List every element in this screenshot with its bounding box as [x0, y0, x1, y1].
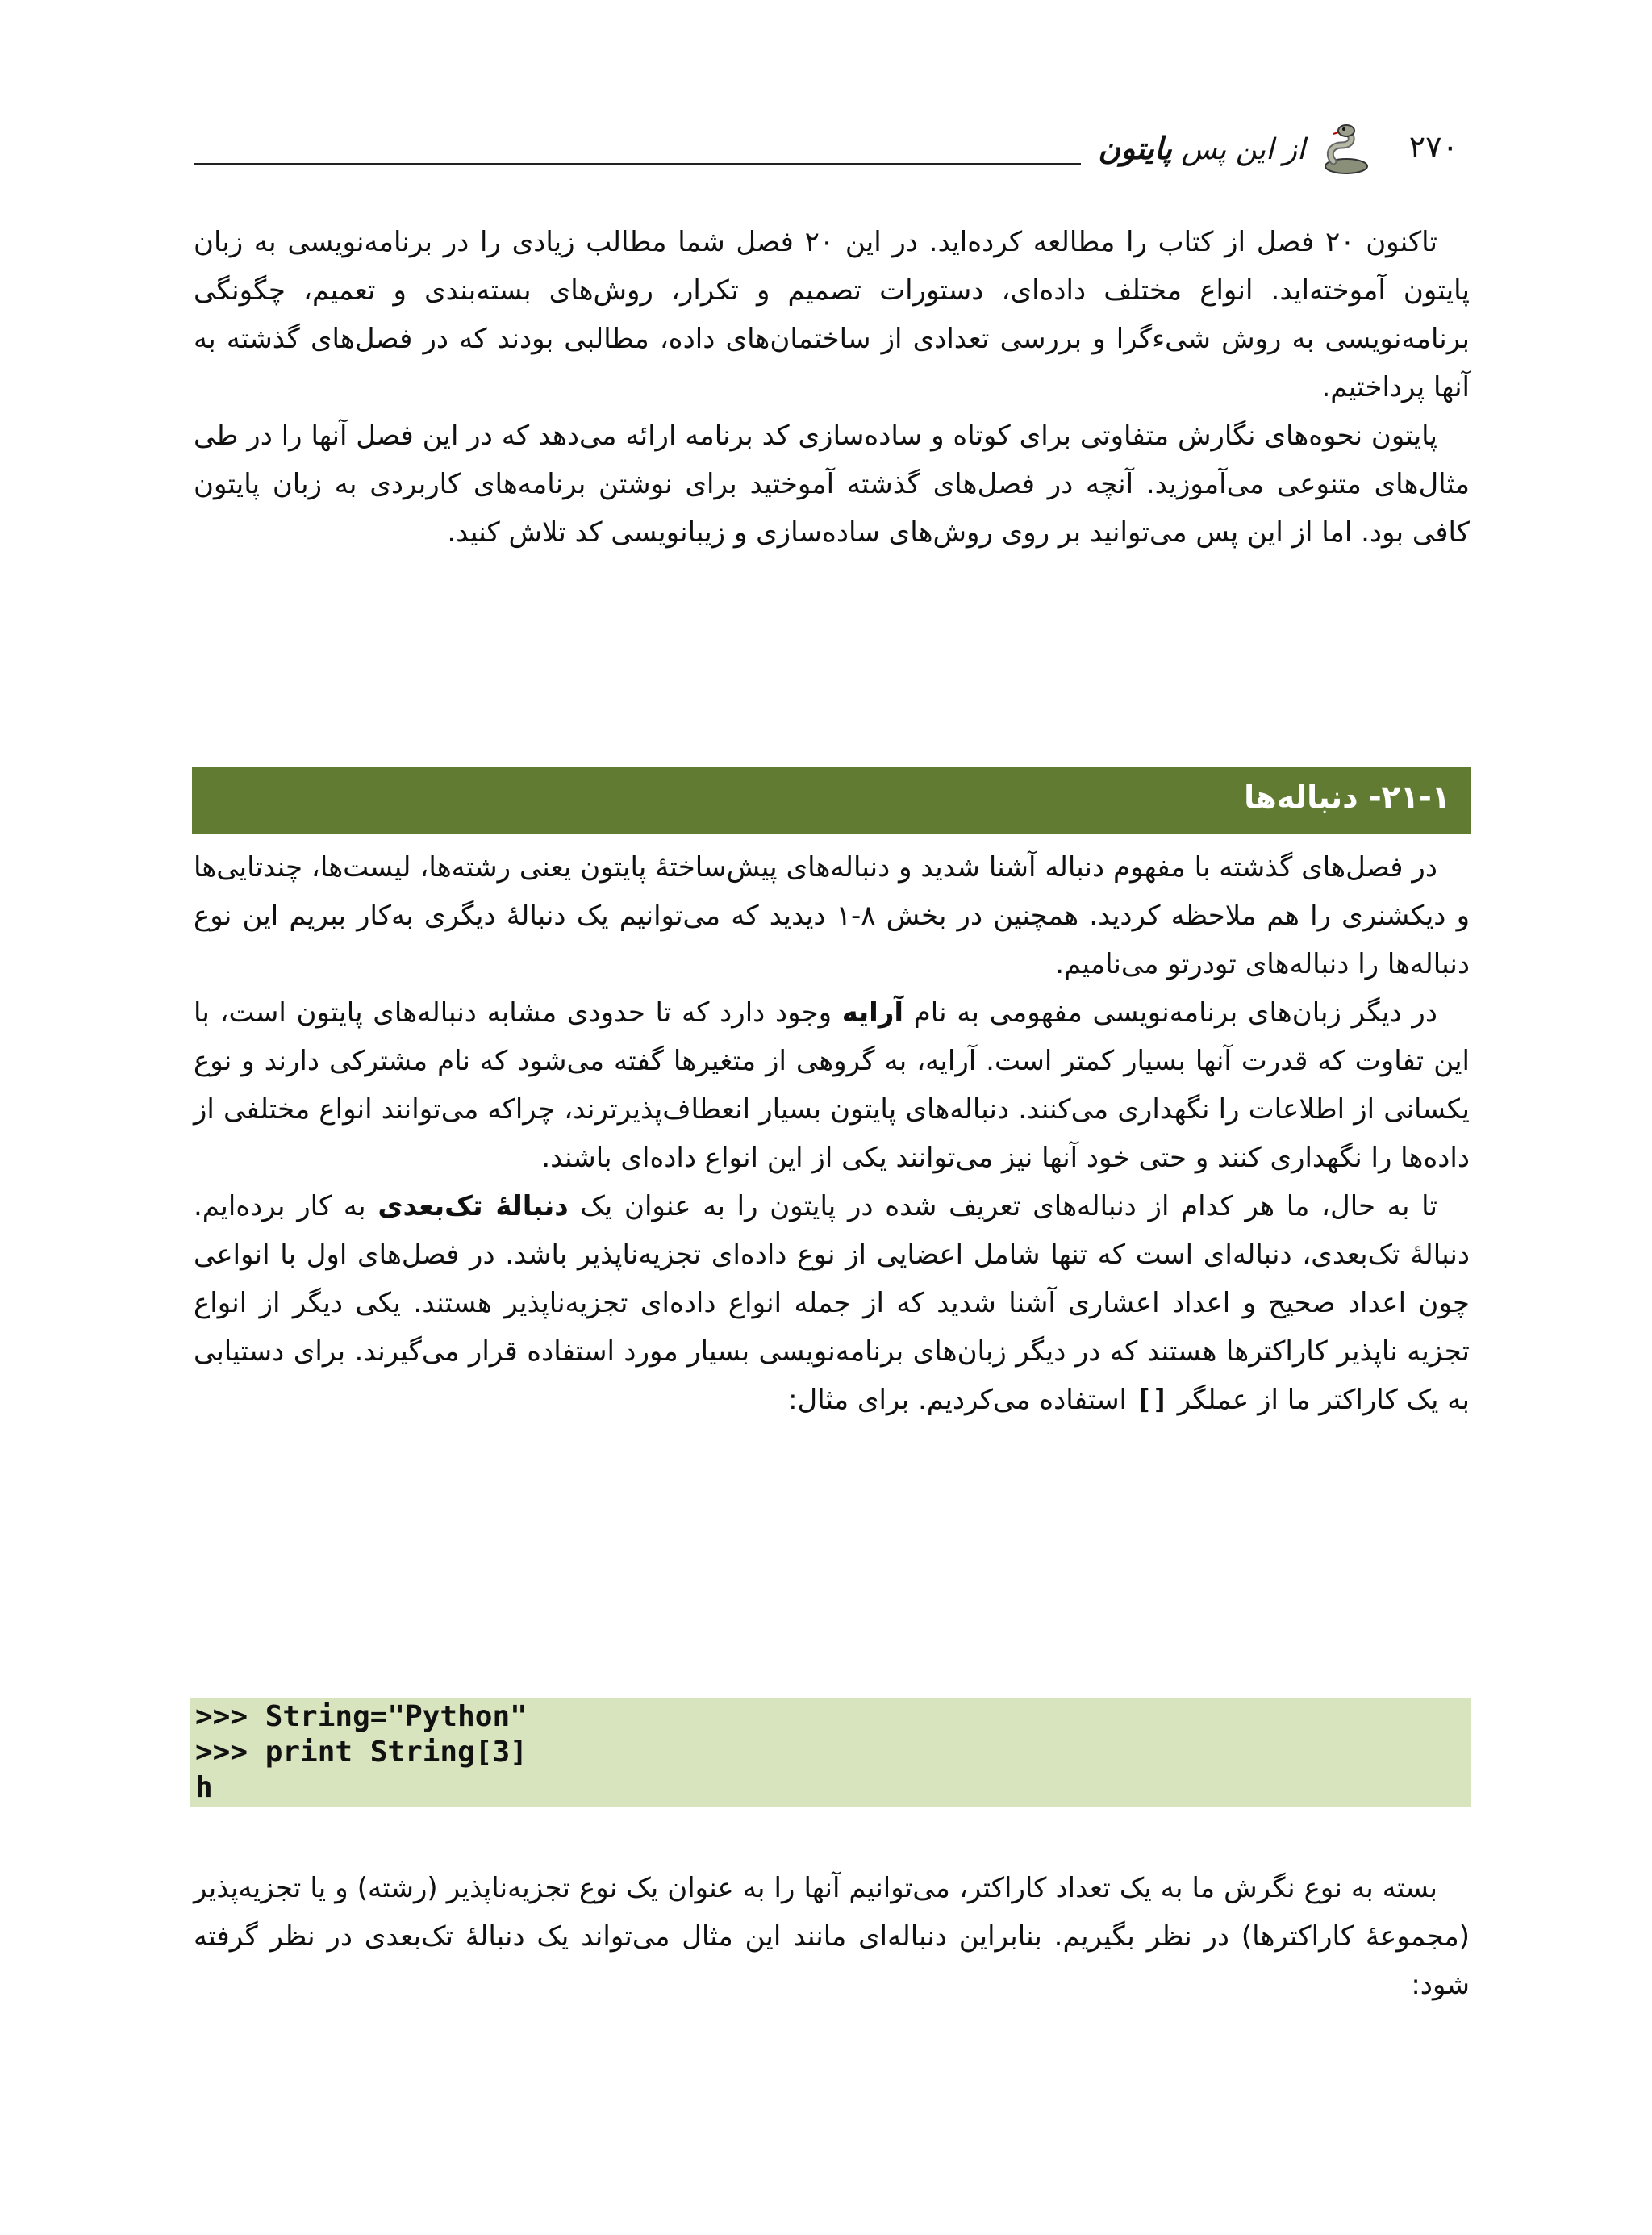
header-rule — [194, 163, 1081, 165]
book-title — [1098, 131, 1305, 166]
section-body — [194, 843, 1470, 1424]
closing-text — [194, 1864, 1470, 2009]
paragraph: تاکنون ۲۰ فصل از کتاب را مطالعه کرده‌اید. در این ۲۰ فصل شما مطالب زیادی را در برنامه‌نویسی به زبان پایتون آموخته‌اید. انواع مختلف داده‌ای، دستورات تصمیم و تکرار، روش‌های بسته‌بندی و تعمیم، چگونگی برنامه‌نویسی به روش شیءگرا و بررسی تعدادی از ساختمان‌های داده، مطالبی بودند که در فصل‌های گذشته به آنها پرداختیم. — [194, 226, 1470, 403]
bold-term: دنبالۀ تک‌بعدی — [378, 1190, 569, 1222]
inline-code: [] — [1135, 1384, 1169, 1416]
text-run: وجود دارد که تا حدودی مشابه دنباله‌های پایتون است، با این تفاوت که قدرت آنها بسیار کمتر است. آرایه، به گروهی از متغیرها گفته می‌شود که نام مشترکی دارند و نوع یکسانی از اطلاعات را نگهداری می‌کنند. دنباله‌های پایتون بسیار انعطاف‌پذیرترند، چراکه می‌توانند انواع مختلفی از داده‌ها را نگهداری کنند و حتی خود آنها نیز می‌توانند یکی از این انواع داده‌ای باشند. — [194, 996, 1470, 1174]
text-run: به کار برده‌ایم. دنبالۀ تک‌بعدی، دنباله‌ای است که تنها شامل اعضایی از نوع داده‌ای تجزیه‌ناپذیر باشد. در فصل‌های اول با انواعی چون اعداد صحیح و اعداد اعشاری آشنا شدید که از جمله انواع داده‌ای تجزیه‌ناپذیر هستند. یکی دیگر از انواع تجزیه ناپذیر کاراکترها هستند که در دیگر زبان‌های برنامه‌نویسی بسیار مورد استفاده قرار می‌گیرند. برای دستیابی به یک کاراکتر ما از عملگر — [194, 1190, 1470, 1416]
page-number: ۲۷۰ — [1408, 129, 1458, 165]
text-run: در دیگر زبان‌های برنامه‌نویسی مفهومی به نام — [913, 996, 1437, 1029]
section-heading-bar — [192, 767, 1471, 834]
snake-icon — [1316, 121, 1374, 179]
paragraph: پایتون نحوه‌های نگارش متفاوتی برای کوتاه و ساده‌سازی کد برنامه ارائه می‌دهد که در این فصل آنها را در طی مثال‌های متنوعی می‌آموزید. آنچه در فصل‌های گذشته آموختید برای نوشتن برنامه‌های کاربردی به زبان پایتون کافی بود. اما از این پس می‌توانید بر روی روش‌های ساده‌سازی و زیبانویسی کد تلاش کنید. — [194, 420, 1470, 549]
paragraph — [194, 988, 1470, 1182]
intro-text — [194, 218, 1470, 557]
paragraph — [194, 1182, 1470, 1424]
paragraph: در فصل‌های گذشته با مفهوم دنباله آشنا شدید و دنباله‌های پیش‌ساختۀ پایتون یعنی رشته‌ها، لیست‌ها، چندتایی‌ها و دیکشنری را هم ملاحظه کردید. همچنین در بخش ۸-۱ دیدید که می‌توانیم یک دنبالۀ دیگری به‌کار ببریم این نوع دنباله‌ها را دنباله‌های تودرتو می‌نامیم. — [194, 851, 1471, 980]
text-run: تا به حال، ما هر کدام از دنباله‌های تعریف شده در پایتون را به عنوان یک — [580, 1190, 1438, 1222]
text-run: استفاده می‌کردیم. برای مثال: — [788, 1384, 1127, 1416]
page-header — [194, 121, 1458, 178]
section-title: ۲۱-۱- دنباله‌ها — [1244, 779, 1450, 815]
code-block — [190, 1698, 1471, 1807]
code-line: h — [195, 1771, 213, 1804]
code-line: >>> String="Python" — [195, 1700, 528, 1733]
code-line: >>> print String[3] — [195, 1736, 528, 1769]
paragraph: بسته به نوع نگرش ما به یک تعداد کاراکتر، می‌توانیم آنها را به عنوان یک نوع تجزیه‌ناپذیر (رشته) و یا تجزیه‌پذیر (مجموعۀ کاراکترها) در نظر بگیریم. بنابراین دنباله‌ای مانند این مثال می‌تواند یک دنبالۀ تک‌بعدی در نظر گرفته شود: — [194, 1872, 1470, 2001]
book-title-emphasis: پایتون — [1098, 131, 1172, 166]
bold-term: آرایه — [841, 996, 904, 1029]
book-title-prefix: از این پس — [1181, 133, 1305, 166]
